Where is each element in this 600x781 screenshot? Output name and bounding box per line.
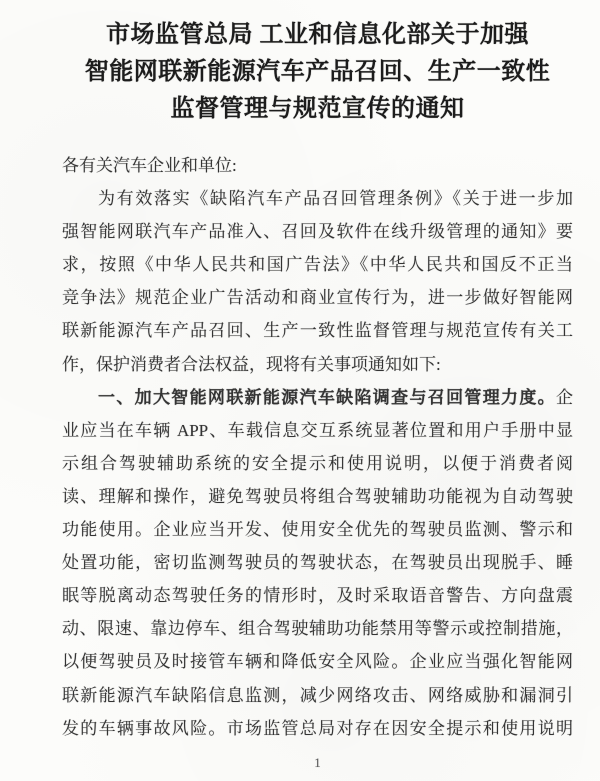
page-number: 1 <box>314 755 321 770</box>
body-line: 动、限速、靠边停车、组合驾驶辅助功能禁用等警示或控制措施， <box>62 619 573 639</box>
body-line: 联新能源汽车产品召回、生产一致性监督管理与规范宣传有关工 <box>62 321 573 341</box>
body-line: 作，保护消费者合法权益，现将有关事项通知如下: <box>62 354 441 374</box>
body-line: 强智能网联汽车产品准入、召回及软件在线升级管理的通知》要 <box>62 222 573 242</box>
body-line: 功能使用。企业应当开发、使用安全优先的驾驶员监测、警示和 <box>62 520 573 540</box>
body-line: 读、理解和操作，避免驾驶员将组合驾驶辅助功能视为自动驾驶 <box>62 486 573 506</box>
title-line-2: 智能网联新能源汽车产品召回、生产一致性 <box>84 59 551 85</box>
document-content <box>62 0 573 745</box>
body-line: 联新能源汽车缺陷信息监测，减少网络攻击、网络威胁和漏洞引 <box>62 685 573 705</box>
title-line-1: 市场监管总局 工业和信息化部关于加强 <box>106 22 529 48</box>
body-line: 发的车辆事故风险。市场监管总局对存在因安全提示和使用说明 <box>62 718 573 738</box>
section-1-heading: 一、加大智能网联新能源汽车缺陷调查与召回管理力度。 <box>98 387 556 407</box>
body-line: 业应当在车辆 APP、车载信息交互系统显著位置和用户手册中显 <box>62 420 573 440</box>
title-line-3: 监督管理与规范宣传的通知 <box>170 96 465 122</box>
salutation-line: 各有关汽车企业和单位: <box>62 156 237 175</box>
body-line: 以便驾驶员及时接管车辆和降低安全风险。企业应当强化智能网 <box>62 652 573 672</box>
body-line: 眠等脱离动态驾驶任务的情形时，及时采取语音警告、方向盘震 <box>62 586 573 606</box>
body-line: 示组合驾驶辅助系统的安全提示和使用说明，以便于消费者阅 <box>62 453 573 473</box>
document-title <box>62 0 573 128</box>
section-1-line <box>62 381 573 414</box>
document-body <box>62 149 573 745</box>
body-line: 处置功能，密切监测驾驶员的驾驶状态，在驾驶员出现脱手、睡 <box>62 553 573 573</box>
body-line: 竞争法》规范企业广告活动和商业宣传行为，进一步做好智能网 <box>62 288 573 308</box>
body-line: 求，按照《中华人民共和国广告法》《中华人民共和国反不正当 <box>62 255 573 275</box>
body-line: 为有效落实《缺陷汽车产品召回管理条例》《关于进一步加 <box>98 189 573 209</box>
section-1-tail: 企 <box>556 387 573 407</box>
